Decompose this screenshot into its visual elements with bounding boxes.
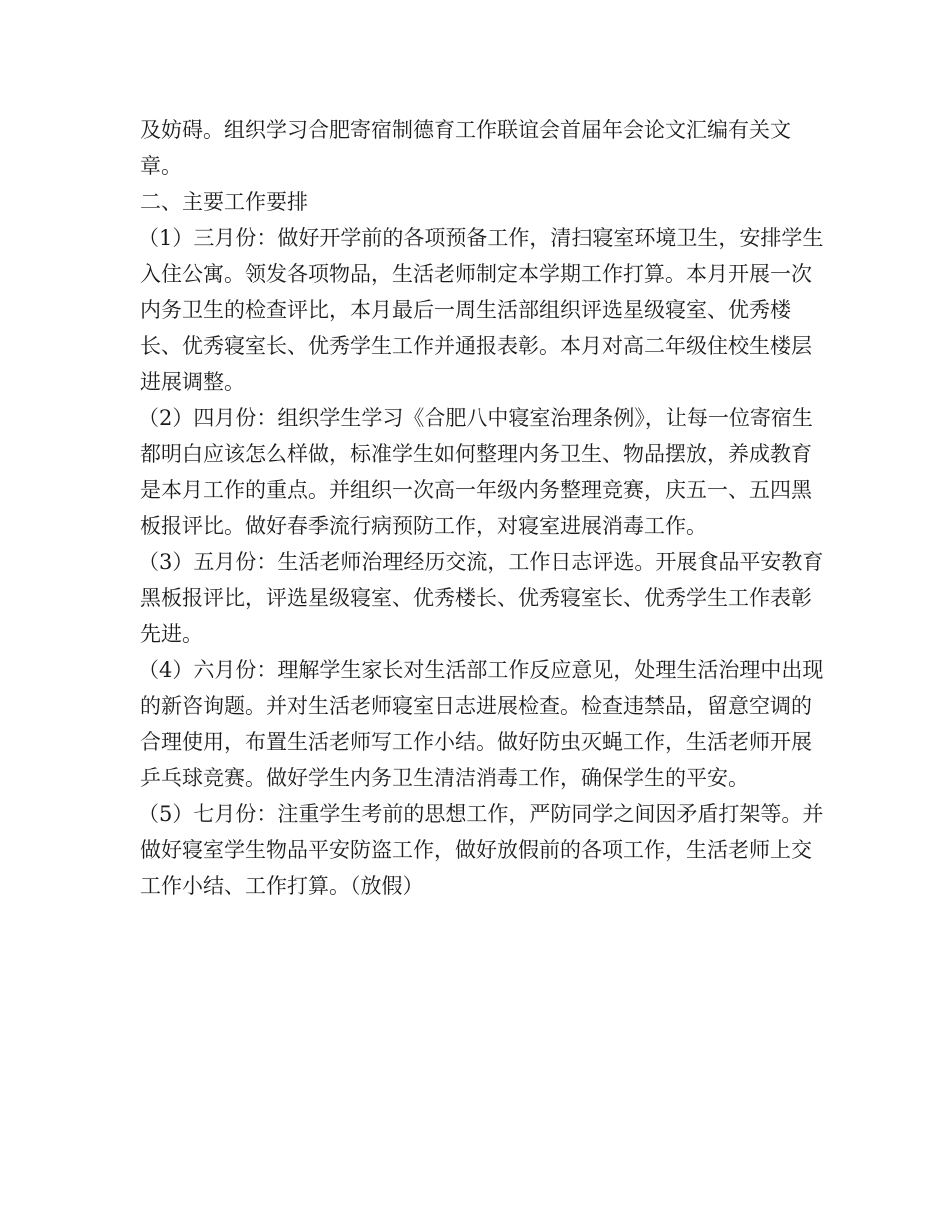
- paragraph-april: （2）四月份：组织学生学习《合肥八中寝室治理条例》，让每一位寄宿生都明白应该怎么样做，标准学生如何整理内务卫生、物品摆放，养成教育是本月工作的重点。并组织一次高一年级内务整理竞赛，庆五一、五四黑板报评比。做好春季流行病预防工作，对寝室进展消毒工作。: [138, 406, 813, 538]
- paragraph-may: （3）五月份：生活老师治理经历交流，工作日志评选。开展食品平安教育黑板报评比，评选星级寝室、优秀楼长、优秀寝室长、优秀学生工作表彰先进。: [138, 550, 824, 646]
- paragraph-march: （1）三月份：做好开学前的各项预备工作，清扫寝室环境卫生，安排学生入住公寓。领发各项物品，生活老师制定本学期工作打算。本月开展一次内务卫生的检查评比，本月最后一周生活部组织评选星级寝室、优秀楼长、优秀寝室长、优秀学生工作并通报表彰。本月对高二年级住校生楼层进展调整。: [138, 226, 824, 394]
- paragraph-july: （5）七月份：注重学生考前的思想工作，严防同学之间因矛盾打架等。并做好寝室学生物品平安防盗工作，做好放假前的各项工作，生活老师上交工作小结、工作打算。（放假）: [138, 802, 824, 898]
- paragraph-continuation: 及妨碍。组织学习合肥寄宿制德育工作联谊会首届年会论文汇编有关文章。: [140, 118, 791, 178]
- paragraph-june: （4）六月份：理解学生家长对生活部工作反应意见，处理生活治理中出现的新咨询题。并对生活老师寝室日志进展检查。检查违禁品，留意空调的合理使用，布置生活老师写工作小结。做好防虫灭蝇工作，生活老师开展乒乓球竞赛。做好学生内务卫生清洁消毒工作，确保学生的平安。: [138, 658, 824, 790]
- section-heading: 二、主要工作要排: [140, 190, 308, 214]
- document-body: [140, 112, 830, 904]
